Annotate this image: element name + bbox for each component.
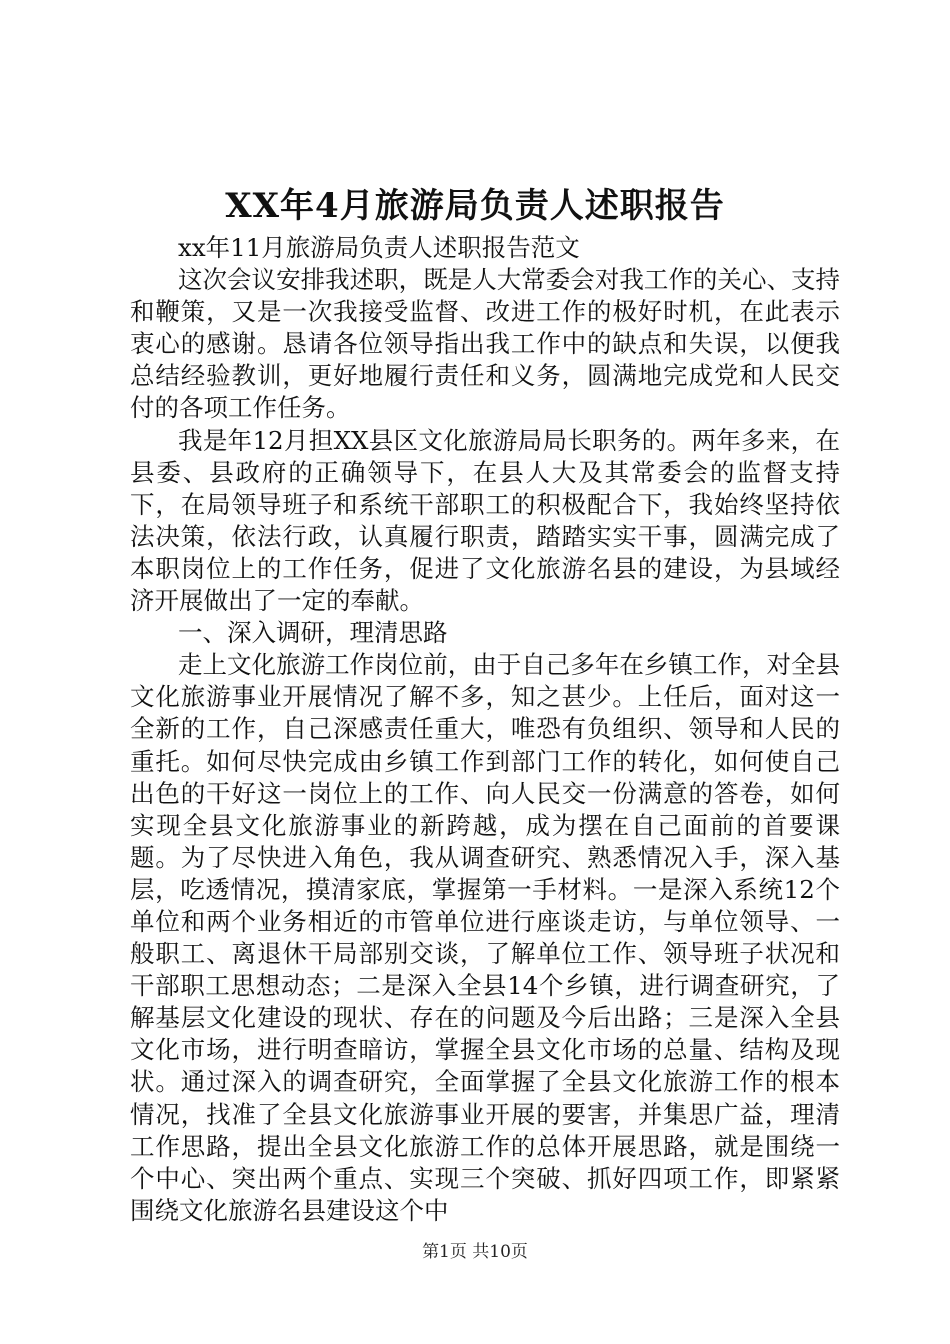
body-paragraph: 走上文化旅游工作岗位前，由于自己多年在乡镇工作，对全县文化旅游事业开展情况了解不多，知之甚少。上任后，面对这一全新的工作，自己深感责任重大，唯恐有负组织、领导和人民的重托。如何尽快完成由乡镇工作到部门工作的转化，如何使自己出色的干好这一岗位上的工作、向人民交一份满意的答卷，如何实现全县文化旅游事业的新跨越，成为摆在自己面前的首要课题。为了尽快进入角色，我从调查研究、熟悉情况入手，深入基层，吃透情况，摸清家底，掌握第一手材料。一是深入系统12个单位和两个业务相近的市管单位进行座谈走访，与单位领导、一般职工、离退休干局部别交谈，了解单位工作、领导班子状况和干部职工思想动态；二是深入全县14个乡镇，进行调查研究，了解基层文化建设的现状、存在的问题及今后出路；三是深入全县文化市场，进行明查暗访，掌握全县文化市场的总量、结构及现状。通过深入的调查研究，全面掌握了全县文化旅游工作的根本情况，找准了全县文化旅游事业开展的要害，并集思广益，理清工作思路，提出全县文化旅游工作的总体开展思路，就是围绕一个中心、突出两个重点、实现三个突破、抓好四项工作，即紧紧围绕文化旅游名县建设这个中 [130,650,840,1225]
document-title: XX年4月旅游局负责人述职报告 [225,186,725,226]
body-paragraph: 这次会议安排我述职，既是人大常委会对我工作的关心、支持和鞭策，又是一次我接受监督、改进工作的极好时机，在此表示衷心的感谢。恳请各位领导指出我工作中的缺点和失误，以便我总结经验教训，更好地履行责任和义务，圆满地完成党和人民交付的各项工作任务。 [130,265,840,423]
subtitle-paragraph: xx年11月旅游局负责人述职报告范文 [178,233,580,262]
document-body [130,232,840,1227]
page-number-footer: 第1页 共10页 [422,1242,528,1262]
section-heading: 一、深入调研，理清思路 [178,618,448,648]
body-paragraph: 我是年12月担XX县区文化旅游局局长职务的。两年多来，在县委、县政府的正确领导下，在县人大及其常委会的监督支持下，在局领导班子和系统干部职工的积极配合下，我始终坚持依法决策，依法行政，认真履行职责，踏踏实实干事，圆满完成了本职岗位上的工作任务，促进了文化旅游名县的建设，为县域经济开展做出了一定的奉献。 [130,425,840,616]
